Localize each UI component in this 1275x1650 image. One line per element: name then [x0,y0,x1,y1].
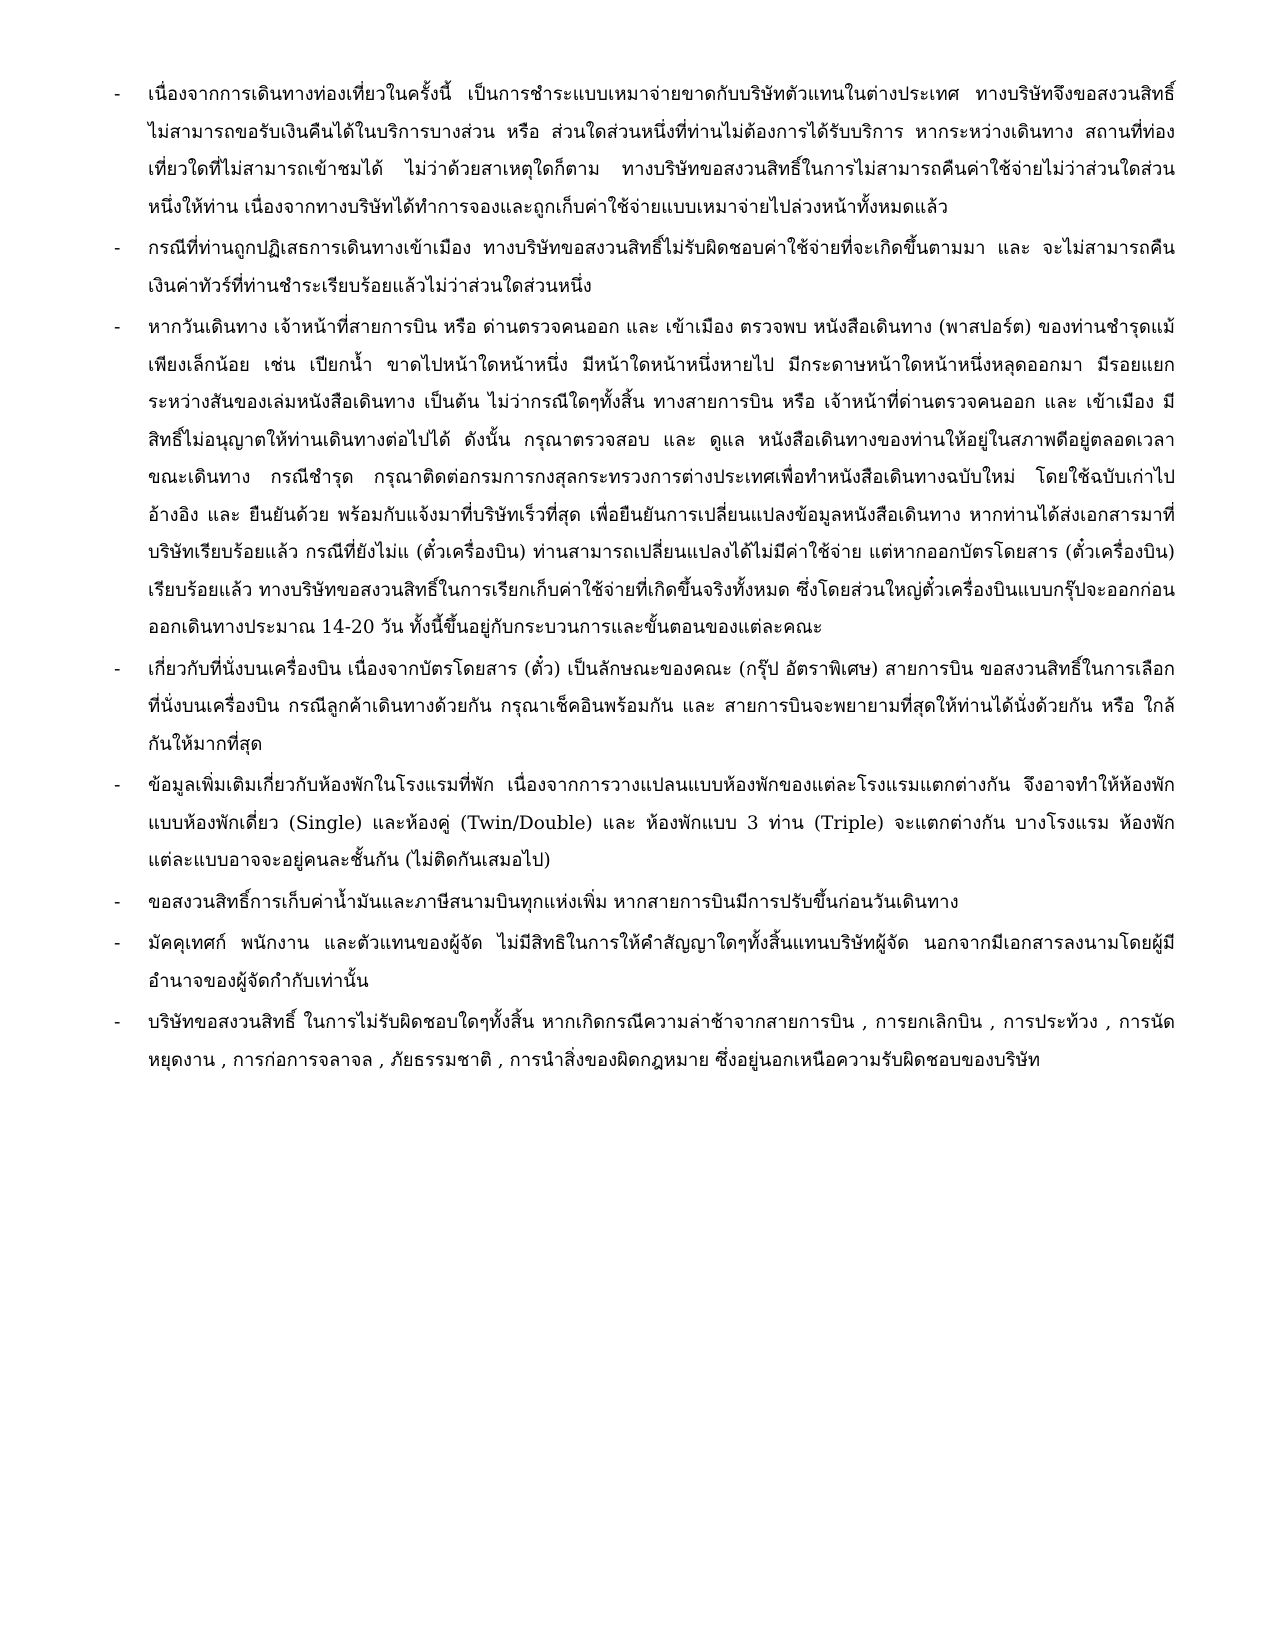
list-item-bullet: - [114,83,121,105]
list-item [114,767,1175,880]
list-item-bullet: - [114,774,121,796]
list-item-text: เนื่องจากการเดินทางท่องเที่ยวในครั้งนี้ เป็นการชำระแบบเหมาจ่ายขาดกับบริษัทตัวแทนในต่างประเทศ ทางบริษัทจึงขอสงวนสิทธิ์ ไม่สามารถขอรับเงินคืนได้ในบริการบางส่วน หรือ ส่วนใดส่วนหนึ่งที่ท่านไม่ต้องการได้รับบริการ หากระหว่างเดินทาง สถานที่ท่องเที่ยวใดที่ไม่สามารถเข้าชมได้ ไม่ว่าด้วยสาเหตุใดก็ตาม ทางบริษัทขอสงวนสิทธิ์ในการไม่สามารถคืนค่าใช้จ่ายไม่ว่าส่วนใดส่วนหนึ่งให้ท่าน เนื่องจากทางบริษัทได้ทำการจองและถูกเก็บค่าใช้จ่ายแบบเหมาจ่ายไปล่วงหน้าทั้งหมดแล้ว [148,84,1175,218]
list-item-bullet: - [114,890,121,913]
list-item-bullet: - [114,932,121,954]
list-item-text: ข้อมูลเพิ่มเติมเกี่ยวกับห้องพักในโรงแรมที่พัก เนื่องจากการวางแปลนแบบห้องพักของแต่ละโรงแรมแตกต่างกัน จึงอาจทำให้ห้องพักแบบห้องพักเดี่ยว (Single) และห้องคู่ (Twin/Double) และ ห้องพักแบบ 3 ท่าน (Triple) จะแตกต่างกัน บางโรงแรม ห้องพักแต่ละแบบอาจจะอยู่คนละชั้นกัน (ไม่ติดกันเสมอไป) [148,775,1175,871]
list-item-text: กรณีที่ท่านถูกปฏิเสธการเดินทางเข้าเมือง ทางบริษัทขอสงวนสิทธิ์ไม่รับผิดชอบค่าใช้จ่ายที่จะเกิดขึ้นตามมา และ จะไม่สามารถคืนเงินค่าทัวร์ที่ท่านชำระเรียบร้อยแล้วไม่ว่าส่วนใดส่วนหนึ่ง [148,238,1175,297]
list-item-bullet: - [114,316,121,338]
list-item [114,651,1175,764]
terms-conditions-list [114,76,1175,1079]
list-item-bullet: - [114,237,121,259]
list-item-text: เกี่ยวกับที่นั่งบนเครื่องบิน เนื่องจากบัตรโดยสาร (ตั๋ว) เป็นลักษณะของคณะ (กรุ๊ป อัตราพิเศษ) สายการบิน ขอสงวนสิทธิ์ในการเลือกที่นั่งบนเครื่องบิน กรณีลูกค้าเดินทางด้วยกัน กรุณาเช็คอินพร้อมกัน และ สายการบินจะพยายามที่สุดให้ท่านได้นั่งด้วยกัน หรือ ใกล้กันให้มากที่สุด [148,658,1175,755]
list-item-text: มัคคุเทศก์ พนักงาน และตัวแทนของผู้จัด ไม่มีสิทธิในการให้คำสัญญาใดๆทั้งสิ้นแทนบริษัทผู้จัด นอกจากมีเอกสารลงนามโดยผู้มีอำนาจของผู้จัดกำกับเท่านั้น [148,933,1175,992]
list-item [114,309,1175,647]
list-item [114,76,1175,226]
list-item-text: บริษัทขอสงวนสิทธิ์ ในการไม่รับผิดชอบใดๆทั้งสิ้น หากเกิดกรณีความล่าช้าจากสายการบิน , การยกเลิกบิน , การประท้วง , การนัดหยุดงาน , การก่อการจลาจล , ภัยธรรมชาติ , การนำสิ่งของผิดกฎหมาย ซึ่งอยู่นอกเหนือความรับผิดชอบของบริษัท [148,1012,1175,1071]
list-item-bullet: - [114,657,121,680]
list-item [114,925,1175,1000]
list-item-bullet: - [114,1011,121,1033]
list-item-text: หากวันเดินทาง เจ้าหน้าที่สายการบิน หรือ ด่านตรวจคนออก และ เข้าเมือง ตรวจพบ หนังสือเดินทาง (พาสปอร์ต) ของท่านชำรุดแม้เพียงเล็กน้อย เช่น เปียกน้ำ ขาดไปหน้าใดหน้าหนึ่ง มีหน้าใดหน้าหนึ่งหายไป มีกระดาษหน้าใดหน้าหนึ่งหลุดออกมา มีรอยแยกระหว่างสันของเล่มหนังสือเดินทาง เป็นต้น ไม่ว่ากรณีใดๆทั้งสิ้น ทางสายการบิน หรือ เจ้าหน้าที่ด่านตรวจคนออก และ เข้าเมือง มีสิทธิ์ไม่อนุญาตให้ท่านเดินทางต่อไปได้ ดังนั้น กรุณาตรวจสอบ และ ดูแล หนังสือเดินทางของท่านให้อยู่ในสภาพดีอยู่ตลอดเวลา ขณะเดินทาง กรณีชำรุด กรุณาติดต่อกรมการกงสุลกระทรวงการต่างประเทศเพื่อทำหนังสือเดินทางฉบับใหม่ โดยใช้ฉบับเก่าไปอ้างอิง และ ยืนยันด้วย พร้อมกับแจ้งมาที่บริษัทเร็วที่สุด เพื่อยืนยันการเปลี่ยนแปลงข้อมูลหนังสือเดินทาง หากท่านได้ส่งเอกสารมาที่บริษัทเรียบร้อยแล้ว กรณีที่ยังไม่แ (ตั๋วเครื่องบิน) ท่านสามารถเปลี่ยนแปลงได้ไม่มีค่าใช้จ่าย แต่หากออกบัตรโดยสาร (ตั๋วเครื่องบิน) เรียบร้อยแล้ว ทางบริษัทขอสงวนสิทธิ์ในการเรียกเก็บค่าใช้จ่ายที่เกิดขึ้นจริงทั้งหมด ซึ่งโดยส่วนใหญ่ตั๋วเครื่องบินแบบกรุ๊ปจะออกก่อนออกเดินทางประมาณ 14-20 วัน ทั้งนี้ขึ้นอยู่กับกระบวนการและขั้นตอนของแต่ละคณะ [148,317,1175,638]
list-item-text: ขอสงวนสิทธิ์การเก็บค่าน้ำมันและภาษีสนามบินทุกแห่งเพิ่ม หากสายการบินมีการปรับขึ้นก่อนวันเดินทาง [148,891,959,913]
list-item [114,884,1175,922]
list-item [114,230,1175,305]
list-item [114,1004,1175,1079]
